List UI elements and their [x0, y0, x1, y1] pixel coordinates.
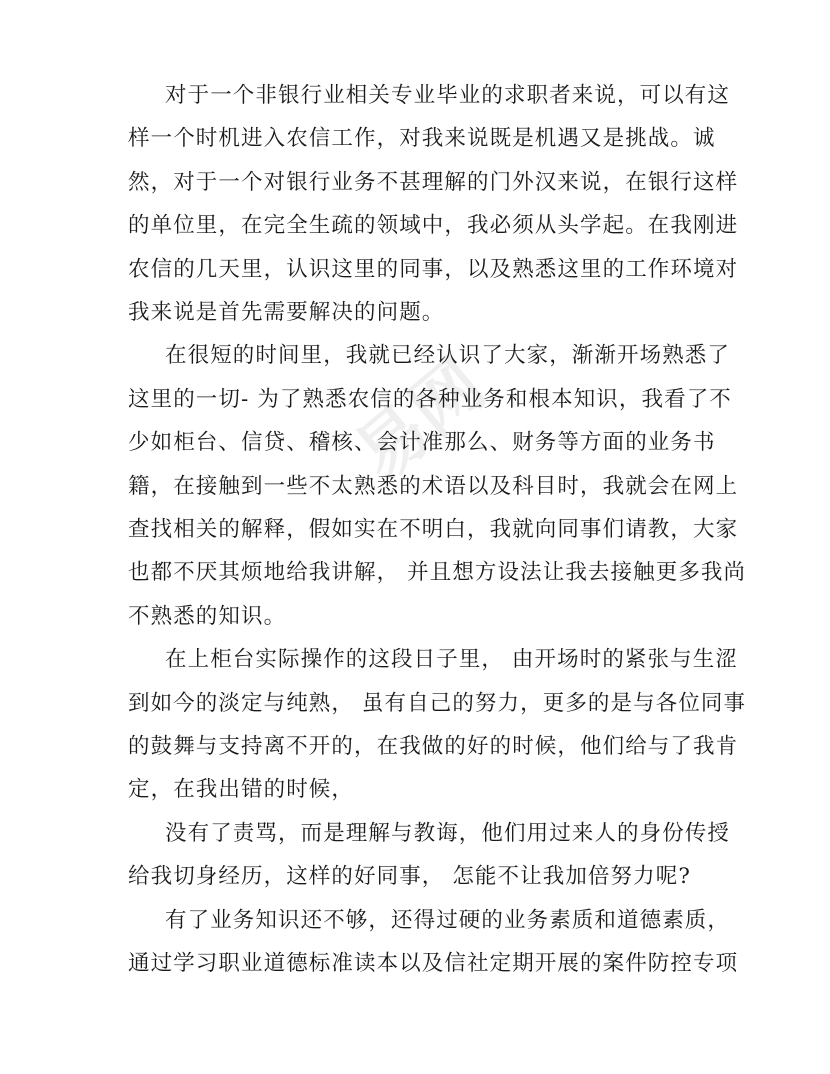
paragraph-5-line-1: 有了业务知识还不够，还得过硬的业务素质和道德素质，	[165, 907, 731, 933]
paragraph-2-line-3: 少如柜台、信贷、稽核、会计准那么、财务等方面的业务书	[128, 430, 716, 456]
paragraph-5-line-2: 通过学习职业道德标准读本以及信社定期开展的案件防控专项	[128, 951, 739, 976]
paragraph-1-line-5: 农信的几天里，认识这里的同事，以及熟悉这里的工作环境对	[128, 256, 739, 282]
paragraph-3-line-4: 定，在我出错的时候，	[128, 777, 355, 803]
paragraph-2-line-2: 这里的一切- 为了熟悉农信的各种业务和根本知识，我看了不	[128, 386, 732, 412]
watermark-logo: 易网	[340, 343, 500, 497]
paragraph-3-line-1: 在上柜台实际操作的这段日子里， 由开场时的紧张与生涩	[165, 647, 738, 673]
paragraph-3-line-2: 到如今的淡定与纯熟， 虽有自己的努力，更多的是与各位同事	[128, 690, 747, 716]
paragraph-2-line-1: 在很短的时间里，我就已经认识了大家，渐渐开场熟悉了	[165, 343, 731, 369]
paragraph-1-line-1: 对于一个非银行业相关专业毕业的求职者来说，可以有这	[165, 83, 731, 108]
paragraph-3-line-3: 的鼓舞与支持离不开的，在我做的好的时候，他们给与了我肯	[128, 734, 739, 759]
paragraph-1-line-3: 然，对于一个对银行业务不甚理解的门外汉来说，在银行这样	[128, 169, 739, 195]
paragraph-1-line-6: 我来说是首先需要解决的问题。	[128, 300, 445, 325]
paragraph-2-line-7: 不熟悉的知识。	[128, 603, 287, 629]
paragraph-2-line-4: 籍，在接触到一些不太熟悉的术语以及科目时，我就会在网上	[128, 473, 739, 499]
paragraph-1-line-4: 的单位里，在完全生疏的领域中，我必须从头学起。在我刚进	[128, 213, 739, 239]
paragraph-4-line-1: 没有了责骂，而是理解与教诲，他们用过来人的身份传授	[165, 820, 731, 846]
paragraph-2-line-6: 也都不厌其烦地给我讲解， 并且想方设法让我去接触更多我尚	[128, 560, 747, 586]
paragraph-1-line-2: 样一个时机进入农信工作，对我来说既是机遇又是挑战。诚	[128, 126, 716, 152]
paragraph-2-line-5: 查找相关的解释，假如实在不明白，我就向同事们请教，大家	[128, 517, 739, 542]
paragraph-4-line-2: 给我切身经历，这样的好同事， 怎能不让我加倍努力呢?	[128, 864, 691, 890]
